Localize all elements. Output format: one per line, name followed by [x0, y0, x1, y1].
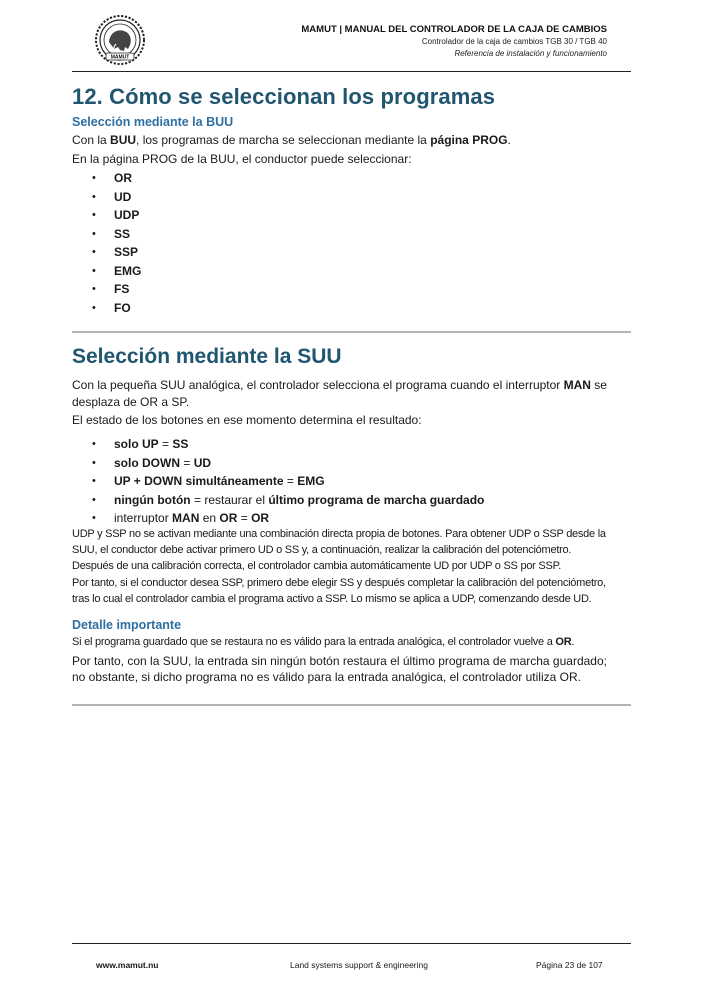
list-item: • UDP	[72, 206, 642, 225]
important-heading: Detalle importante	[72, 618, 182, 632]
suu-note-1: UDP y SSP no se activan mediante una combinación directa propia de botones. Para obtener UDP o SSP desde la SUU, el conductor debe activar primero UD o SS y, a continuación, realizar la calibración del potenciómetro. Después de una calibración correcta, el controlador cambia automáticamente UD por UDP o SS por SSP.	[72, 528, 606, 572]
program-list	[72, 169, 642, 317]
list-item: • solo UP = SS	[72, 435, 642, 454]
manual-subtitle: Controlador de la caja de cambios TGB 30 / TGB 40	[421, 37, 607, 46]
manual-doc-type: Referencia de instalación y funcionamiento	[454, 49, 607, 58]
list-item: • SS	[72, 225, 642, 244]
footer-rule	[72, 943, 631, 944]
list-item: • EMG	[72, 262, 642, 281]
footer-page-number: Página 23 de 107	[536, 960, 603, 970]
suu-note-2: Por tanto, si el conductor desea SSP, primero debe elegir SS y después completar la calibración del potenciómetro, tras lo cual el controlador cambia el programa activo a SSP. Lo mismo se aplica a UDP, comenzando desde UD.	[72, 577, 606, 605]
list-item: • FO	[72, 299, 642, 318]
list-item: • SSP	[72, 243, 642, 262]
page-header	[301, 24, 607, 60]
manual-title: MAMUT | MANUAL DEL CONTROLADOR DE LA CAJA DE CAMBIOS	[301, 24, 607, 35]
list-item: • ningún botón = restaurar el último programa de marcha guardado	[72, 491, 642, 510]
footer-website: www.mamut.nu	[96, 960, 159, 970]
section-divider	[72, 704, 631, 706]
header-rule	[72, 71, 631, 72]
buu-subheading: Selección mediante la BUU	[72, 115, 234, 129]
suu-heading: Selección mediante la SUU	[72, 345, 342, 368]
list-item: • solo DOWN = UD	[72, 454, 642, 473]
list-item: • UP + DOWN simultáneamente = EMG	[72, 472, 642, 491]
section-divider	[72, 331, 631, 333]
footer-tagline: Land systems support & engineering	[290, 960, 428, 970]
important-line-1: Si el programa guardado que se restaura no es válido para la entrada analógica, el controlador vuelve a OR.	[72, 636, 575, 648]
list-item: • OR	[72, 169, 642, 188]
section-heading: 12. Cómo se seleccionan los programas	[72, 84, 496, 109]
list-item: • interruptor MAN en OR = OR	[72, 509, 642, 528]
mamut-logo	[94, 14, 146, 66]
logo-wordmark: MAMUT	[110, 54, 130, 61]
list-item: • UD	[72, 188, 642, 207]
buu-paragraph-1: Con la BUU, los programas de marcha se seleccionan mediante la página PROG.	[72, 133, 511, 147]
important-paragraph: Por tanto, con la SUU, la entrada sin ningún botón restaura el último programa de marcha guardado; no obstante, si dicho programa no es válido para la entrada analógica, el controlador utiliza OR.	[72, 654, 607, 684]
list-item: • FS	[72, 280, 642, 299]
suu-paragraph-2: El estado de los botones en ese momento determina el resultado:	[72, 413, 422, 427]
suu-paragraph-1: Con la pequeña SUU analógica, el controlador selecciona el programa cuando el interruptor MAN se desplaza de OR a SP.	[72, 378, 607, 409]
button-rule-list	[72, 435, 642, 528]
buu-paragraph-2: En la página PROG de la BUU, el conductor puede seleccionar:	[72, 152, 412, 166]
